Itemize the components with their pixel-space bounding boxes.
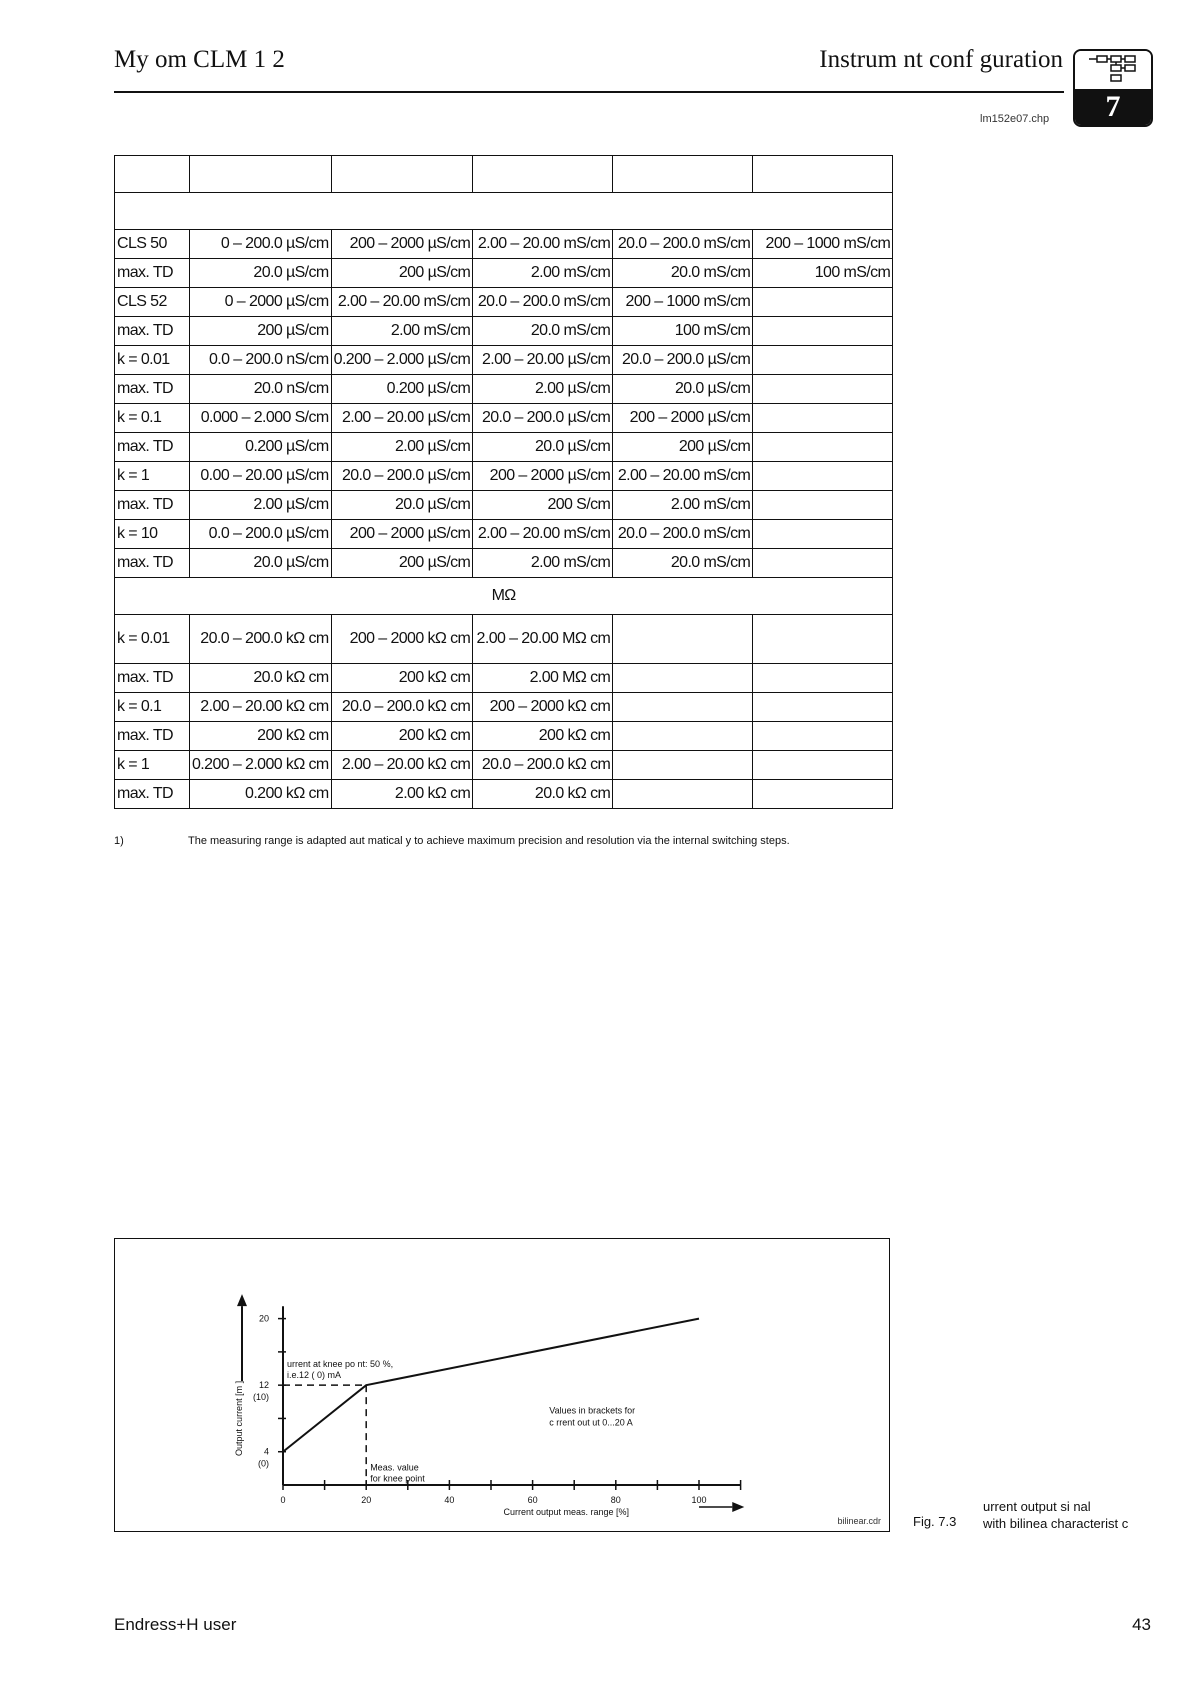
figure-caption-line-2: with bilinea characterist c: [983, 1516, 1129, 1531]
x-tick-label: 60: [527, 1495, 538, 1505]
table-cell: [115, 156, 190, 193]
chapter-tab: [1073, 49, 1153, 127]
table-row: [115, 288, 893, 317]
table-cell: 200 – 1000 mS/cm: [613, 288, 753, 317]
table-cell: [753, 520, 893, 549]
table-cell: k = 0.01: [115, 346, 190, 375]
table-cell: 20.0 mS/cm: [613, 549, 753, 578]
table-cell: [331, 156, 473, 193]
bracket-values-annotation: c rrent out ut 0...20 A: [549, 1417, 633, 1428]
chapter-number: 7: [1075, 89, 1151, 125]
measuring-range-table: [114, 155, 893, 809]
table-row: [115, 462, 893, 491]
figure-number: Fig. 7.3: [913, 1514, 957, 1529]
knee-point-annotation: for knee point: [370, 1473, 425, 1484]
table-cell: 200 – 2000 kΩ cm: [331, 615, 473, 664]
table-cell: 20.0 – 200.0 kΩ cm: [473, 751, 613, 780]
table-cell: 20.0 – 200.0 mS/cm: [613, 230, 753, 259]
table-cell: k = 1: [115, 462, 190, 491]
table-cell: 20.0 µS/cm: [190, 549, 332, 578]
table-cell: 2.00 µS/cm: [473, 375, 613, 404]
x-tick-label: 40: [444, 1495, 455, 1505]
table-cell: [753, 549, 893, 578]
table-body: [115, 156, 893, 809]
table-cell: [753, 317, 893, 346]
table-cell: [753, 375, 893, 404]
table-cell: [753, 664, 893, 693]
table-row: [115, 520, 893, 549]
table-row: [115, 780, 893, 809]
table-cell: 200 kΩ cm: [190, 722, 332, 751]
table-row: [115, 693, 893, 722]
table-cell: 200 – 2000 µS/cm: [331, 520, 473, 549]
footnote-number: 1): [114, 835, 124, 847]
table-cell: 2.00 kΩ cm: [331, 780, 473, 809]
table-cell: max. TD: [115, 664, 190, 693]
table-cell: k = 1: [115, 751, 190, 780]
table-cell: 100 mS/cm: [613, 317, 753, 346]
table-cell: 2.00 mS/cm: [473, 549, 613, 578]
figure-caption-line-1: urrent output si nal: [983, 1499, 1091, 1514]
table-cell: [613, 722, 753, 751]
table-row: [115, 578, 893, 615]
table-cell: 2.00 mS/cm: [613, 491, 753, 520]
table-cell: 20.0 µS/cm: [613, 375, 753, 404]
chart-file-label: bilinear.cdr: [837, 1516, 881, 1526]
table-cell: 2.00 – 20.00 µS/cm: [473, 346, 613, 375]
table-cell: 20.0 µS/cm: [190, 259, 332, 288]
y-tick-label: 12: [258, 1380, 269, 1391]
table-cell: 20.0 – 200.0 µS/cm: [473, 404, 613, 433]
table-row: [115, 193, 893, 230]
table-cell: 100 mS/cm: [753, 259, 893, 288]
table-cell: 2.00 – 20.00 mS/cm: [331, 288, 473, 317]
table-cell: 20.0 nS/cm: [190, 375, 332, 404]
table-cell: [753, 615, 893, 664]
table-cell: 200 kΩ cm: [331, 664, 473, 693]
table-cell: 2.00 – 20.00 µS/cm: [331, 404, 473, 433]
table-cell: [613, 664, 753, 693]
knee-current-annotation: i.e.12 ( 0) mA: [287, 1370, 342, 1381]
table-row: [115, 404, 893, 433]
table-cell: [753, 288, 893, 317]
table-row: [115, 491, 893, 520]
table-row: [115, 549, 893, 578]
table-cell: 200 – 1000 mS/cm: [753, 230, 893, 259]
table-cell: 200 µS/cm: [190, 317, 332, 346]
table-cell: 200 µS/cm: [331, 259, 473, 288]
table-cell: [753, 693, 893, 722]
table-cell: 0.200 µS/cm: [331, 375, 473, 404]
table-cell: [753, 780, 893, 809]
table-cell: 2.00 – 20.00 MΩ cm: [473, 615, 613, 664]
table-cell: k = 0.1: [115, 693, 190, 722]
x-tick-label: 0: [280, 1495, 286, 1505]
y-tick-label: 20: [258, 1313, 269, 1324]
bilinear-chart: [115, 1239, 889, 1531]
table-cell: 200 kΩ cm: [331, 722, 473, 751]
table-cell: 20.0 µS/cm: [331, 491, 473, 520]
table-cell: max. TD: [115, 491, 190, 520]
table-cell: 200 S/cm: [473, 491, 613, 520]
table-cell: 20.0 – 200.0 kΩ cm: [190, 615, 332, 664]
x-tick-label: 80: [610, 1495, 621, 1505]
y-direction-arrowhead: [237, 1294, 247, 1306]
table-row: [115, 751, 893, 780]
table-cell: [753, 751, 893, 780]
table-cell: 2.00 – 20.00 mS/cm: [473, 520, 613, 549]
bracket-values-annotation: Values in brackets for: [549, 1405, 636, 1416]
running-header-product: My om CLM 1 2: [114, 46, 285, 73]
table-cell: 0.200 – 2.000 µS/cm: [331, 346, 473, 375]
x-tick-label: 20: [361, 1495, 372, 1505]
section-band-resistivity: MΩ: [115, 578, 893, 615]
table-cell: [753, 433, 893, 462]
table-cell: [473, 156, 613, 193]
table-cell: 200 – 2000 µS/cm: [331, 230, 473, 259]
section-band-conductivity: [115, 193, 893, 230]
header-rule: [114, 91, 1064, 93]
table-row: [115, 664, 893, 693]
table-cell: 0.200 – 2.000 kΩ cm: [190, 751, 332, 780]
table-cell: 2.00 – 20.00 mS/cm: [613, 462, 753, 491]
table-cell: 2.00 mS/cm: [473, 259, 613, 288]
table-cell: [613, 751, 753, 780]
figure-caption: [983, 1498, 1128, 1532]
table-cell: 20.0 mS/cm: [473, 317, 613, 346]
table-cell: 0.00 – 20.00 µS/cm: [190, 462, 332, 491]
table-cell: 20.0 mS/cm: [613, 259, 753, 288]
knee-point-annotation: Meas. value: [370, 1462, 419, 1473]
table-row: [115, 230, 893, 259]
table-cell: max. TD: [115, 722, 190, 751]
table-cell: [753, 346, 893, 375]
y-tick-sublabel: (0): [258, 1458, 269, 1469]
table-cell: 20.0 – 200.0 mS/cm: [613, 520, 753, 549]
table-cell: 200 – 2000 kΩ cm: [473, 693, 613, 722]
footnote-text: The measuring range is adapted aut matical y to achieve maximum precision and resolution via the internal switching steps.: [188, 835, 790, 847]
table-cell: 0.0 – 200.0 nS/cm: [190, 346, 332, 375]
table-cell: 200 µS/cm: [331, 549, 473, 578]
table-cell: 2.00 – 20.00 mS/cm: [473, 230, 613, 259]
table-cell: [613, 693, 753, 722]
knee-current-annotation: urrent at knee po nt: 50 %,: [287, 1359, 394, 1370]
table-cell: max. TD: [115, 433, 190, 462]
table-cell: 200 – 2000 µS/cm: [613, 404, 753, 433]
table-cell: 200 kΩ cm: [473, 722, 613, 751]
table-cell: 200 – 2000 µS/cm: [473, 462, 613, 491]
running-header-chapter-title: Instrum nt conf guration: [819, 46, 1063, 73]
table-cell: [753, 462, 893, 491]
table-cell: max. TD: [115, 317, 190, 346]
table-cell: 20.0 kΩ cm: [473, 780, 613, 809]
table-cell: 20.0 – 200.0 µS/cm: [613, 346, 753, 375]
table-cell: max. TD: [115, 780, 190, 809]
footer-company: Endress+H user: [114, 1615, 237, 1634]
x-direction-arrowhead: [732, 1502, 744, 1512]
table-cell: 2.00 MΩ cm: [473, 664, 613, 693]
table-row: [115, 615, 893, 664]
table-row: [115, 722, 893, 751]
table-cell: 0 – 2000 µS/cm: [190, 288, 332, 317]
x-tick-label: 100: [691, 1495, 707, 1505]
table-cell: [613, 615, 753, 664]
table-cell: [190, 156, 332, 193]
table-row: [115, 259, 893, 288]
table-row: [115, 156, 893, 193]
table-cell: 2.00 µS/cm: [190, 491, 332, 520]
y-axis-label: Output current [m ]: [234, 1380, 244, 1456]
table-cell: 0 – 200.0 µS/cm: [190, 230, 332, 259]
table-cell: 0.200 µS/cm: [190, 433, 332, 462]
table-row: [115, 433, 893, 462]
table-cell: 2.00 µS/cm: [331, 433, 473, 462]
table-cell: [753, 156, 893, 193]
table-cell: 20.0 µS/cm: [473, 433, 613, 462]
table-cell: 20.0 – 200.0 kΩ cm: [331, 693, 473, 722]
table-cell: k = 10: [115, 520, 190, 549]
table-cell: max. TD: [115, 375, 190, 404]
table-cell: 200 µS/cm: [613, 433, 753, 462]
table-cell: 20.0 – 200.0 µS/cm: [331, 462, 473, 491]
table-cell: 20.0 kΩ cm: [190, 664, 332, 693]
table-cell: 0.200 kΩ cm: [190, 780, 332, 809]
table-cell: max. TD: [115, 259, 190, 288]
y-tick-sublabel: (10): [252, 1392, 269, 1403]
table-cell: CLS 50: [115, 230, 190, 259]
y-tick-label: 4: [263, 1446, 269, 1457]
file-label: lm152e07.chp: [980, 113, 1050, 125]
table-cell: 2.00 – 20.00 kΩ cm: [331, 751, 473, 780]
table-cell: [753, 722, 893, 751]
bilinear-chart-frame: [114, 1238, 890, 1532]
x-axis-label: Current output meas. range [%]: [503, 1507, 630, 1517]
table-cell: [613, 156, 753, 193]
page-number: 43: [1132, 1615, 1151, 1634]
table-row: [115, 375, 893, 404]
table-cell: 0.000 – 2.000 S/cm: [190, 404, 332, 433]
table-row: [115, 317, 893, 346]
table-cell: k = 0.1: [115, 404, 190, 433]
table-cell: 2.00 mS/cm: [331, 317, 473, 346]
table-cell: k = 0.01: [115, 615, 190, 664]
table-cell: 20.0 – 200.0 mS/cm: [473, 288, 613, 317]
table-cell: 2.00 – 20.00 kΩ cm: [190, 693, 332, 722]
table-row: [115, 346, 893, 375]
table-cell: [613, 780, 753, 809]
table-cell: [753, 404, 893, 433]
configuration-icon: [1075, 51, 1151, 89]
table-cell: 0.0 – 200.0 µS/cm: [190, 520, 332, 549]
table-cell: max. TD: [115, 549, 190, 578]
table-cell: [753, 491, 893, 520]
table-cell: CLS 52: [115, 288, 190, 317]
